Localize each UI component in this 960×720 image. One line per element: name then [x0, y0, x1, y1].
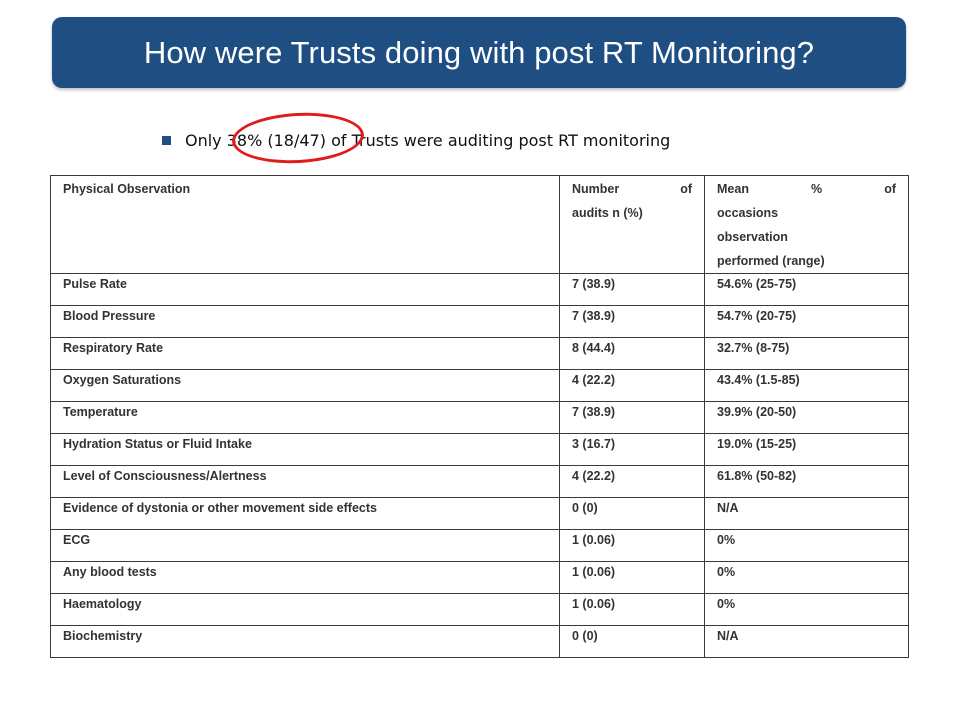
cell-observation: Level of Consciousness/Alertness: [51, 466, 560, 498]
cell-mean: 61.8% (50-82): [705, 466, 909, 498]
cell-audits: 1 (0.06): [560, 530, 705, 562]
cell-observation: Respiratory Rate: [51, 338, 560, 370]
table-row: [51, 466, 909, 498]
cell-audits: 3 (16.7): [560, 434, 705, 466]
cell-observation: Haematology: [51, 594, 560, 626]
cell-mean: 0%: [705, 530, 909, 562]
table-row: [51, 434, 909, 466]
table-row: [51, 530, 909, 562]
header-mean-percent: Mean % of occasions observation performed (range): [705, 176, 909, 274]
cell-audits: 7 (38.9): [560, 402, 705, 434]
cell-mean: 54.7% (20-75): [705, 306, 909, 338]
header-physical-observation: Physical Observation: [51, 176, 560, 274]
cell-observation: Blood Pressure: [51, 306, 560, 338]
cell-mean: 54.6% (25-75): [705, 274, 909, 306]
cell-mean: N/A: [705, 626, 909, 658]
slide-title: How were Trusts doing with post RT Monitoring?: [143, 34, 815, 70]
cell-observation: ECG: [51, 530, 560, 562]
cell-mean: 0%: [705, 594, 909, 626]
table-row: [51, 402, 909, 434]
cell-observation: Temperature: [51, 402, 560, 434]
table-row: [51, 338, 909, 370]
cell-audits: 4 (22.2): [560, 370, 705, 402]
table-header-row: [51, 176, 909, 274]
observation-table: [50, 175, 909, 658]
cell-observation: Evidence of dystonia or other movement side effects: [51, 498, 560, 530]
cell-audits: 1 (0.06): [560, 562, 705, 594]
cell-audits: 4 (22.2): [560, 466, 705, 498]
cell-mean: 0%: [705, 562, 909, 594]
table-row: [51, 498, 909, 530]
cell-observation: Hydration Status or Fluid Intake: [51, 434, 560, 466]
cell-audits: 7 (38.9): [560, 274, 705, 306]
table-row: [51, 562, 909, 594]
cell-audits: 0 (0): [560, 498, 705, 530]
table-row: [51, 594, 909, 626]
cell-audits: 8 (44.4): [560, 338, 705, 370]
cell-observation: Oxygen Saturations: [51, 370, 560, 402]
table-row: [51, 306, 909, 338]
cell-audits: 1 (0.06): [560, 594, 705, 626]
cell-observation: Any blood tests: [51, 562, 560, 594]
cell-audits: 7 (38.9): [560, 306, 705, 338]
cell-mean: N/A: [705, 498, 909, 530]
table-row: [51, 626, 909, 658]
slide-title-bar: [52, 17, 906, 88]
bullet-text: Only 38% (18/47) of Trusts were auditing post RT monitoring: [185, 130, 671, 150]
header-number-of-audits: Number of audits n (%): [560, 176, 705, 274]
table-row: [51, 370, 909, 402]
square-bullet-icon: [162, 136, 171, 145]
cell-observation: Biochemistry: [51, 626, 560, 658]
cell-audits: 0 (0): [560, 626, 705, 658]
cell-mean: 39.9% (20-50): [705, 402, 909, 434]
table-row: [51, 274, 909, 306]
cell-mean: 19.0% (15-25): [705, 434, 909, 466]
cell-mean: 43.4% (1.5-85): [705, 370, 909, 402]
cell-observation: Pulse Rate: [51, 274, 560, 306]
cell-mean: 32.7% (8-75): [705, 338, 909, 370]
red-circle-highlight: [231, 110, 365, 167]
